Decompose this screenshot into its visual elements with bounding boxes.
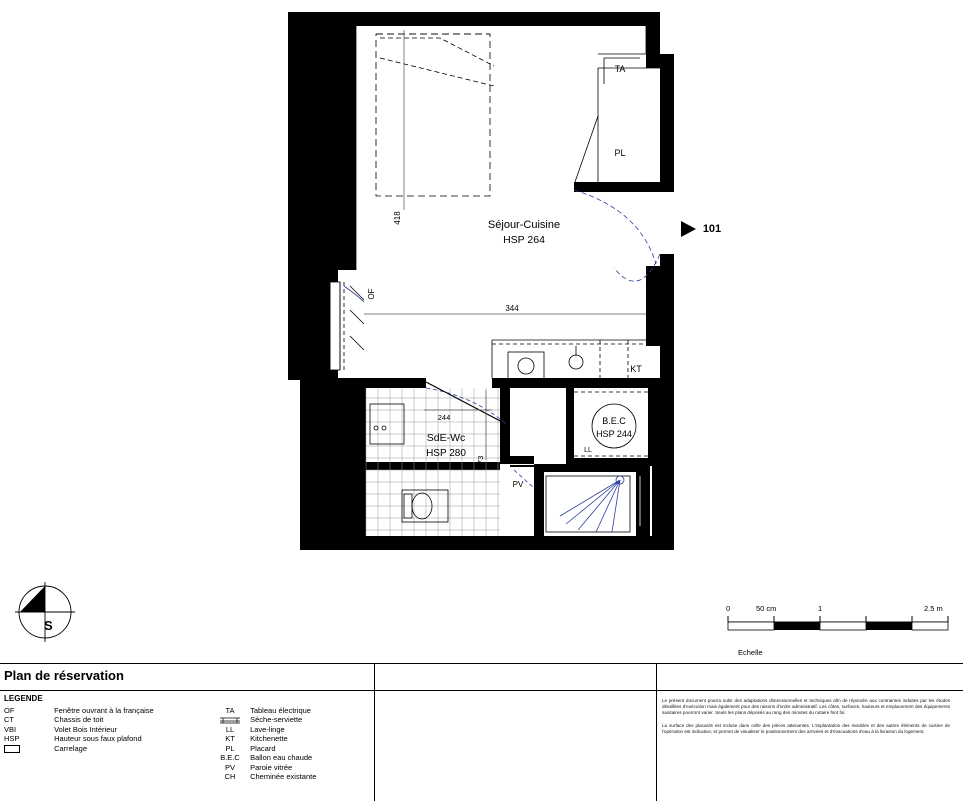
legend-item xyxy=(212,744,372,754)
legend-abbr: B.E.C xyxy=(220,753,240,762)
legend-title: LEGENDE xyxy=(4,694,43,703)
title-block-divider-1 xyxy=(374,664,375,801)
dimension-418: 418 xyxy=(393,211,402,225)
legend-item xyxy=(4,706,204,716)
legend-desc: Hauteur sous faux plafond xyxy=(54,734,142,743)
note-paragraph-2: La surface des placards est incluse dans celle des pièces attenantes. L'implantation des meubles et des autres éléments de cuisine de l'opération est indicative, et permet de visualiser le positionnement des arrivées et d'évacuations d'eau à la livraison du logement. xyxy=(662,723,950,734)
legend-desc: Placard xyxy=(250,743,276,753)
legend-item xyxy=(212,706,372,716)
legend-desc: Ballon eau chaude xyxy=(250,753,313,762)
legend xyxy=(4,694,370,781)
legend-column-right xyxy=(212,706,372,782)
compass xyxy=(8,580,98,650)
legend-item xyxy=(212,753,372,763)
scale-tick-1: 1 xyxy=(818,604,823,613)
tag-pv: PV xyxy=(512,480,524,489)
room-label-sejour: Séjour-Cuisine xyxy=(487,219,561,231)
room-hsp-sde: HSP 280 xyxy=(426,448,466,459)
legend-desc: Carrelage xyxy=(54,743,88,753)
legend-item xyxy=(212,715,372,725)
apartment-arrow-icon xyxy=(681,221,696,237)
legend-desc: Fenêtre ouvrant à la française xyxy=(54,705,154,715)
legend-column-left xyxy=(4,706,204,754)
tag-ll: LL xyxy=(584,447,592,454)
scale-caption: Echelle xyxy=(738,648,763,657)
scale-bar xyxy=(726,600,951,655)
plan-title: Plan de réservation xyxy=(4,668,124,683)
tag-pl: PL xyxy=(614,148,626,158)
legend-desc: Tableau électrique xyxy=(250,705,311,715)
scale-tick-25: 2.5 m xyxy=(924,604,943,613)
tag-of: OF xyxy=(367,288,376,300)
legend-item xyxy=(4,734,204,744)
equipment-bec-hsp: HSP 244 xyxy=(596,429,632,439)
note-paragraph-1: Le présent document pourra subir des adaptations dimensionnelles et techniques afin de répondre aux contraintes induites par les études détaillées d'exécution mais également pour des raisons d'ordre administratif. Les côtes, surfaces, hauteurs et emplacement des équipements sanitaires pourront varier. Seuls les plans déposés au rang des minutes du notaire font foi. xyxy=(662,698,950,715)
legend-item xyxy=(4,715,204,725)
title-block-header xyxy=(0,664,963,691)
legal-notes xyxy=(662,698,950,742)
dimension-173: 173 xyxy=(476,455,485,469)
legend-abbr: CT xyxy=(4,715,14,724)
equipment-bec-label: B.E.C xyxy=(602,416,626,426)
legend-desc: Paroie vitrée xyxy=(250,762,293,772)
legend-item xyxy=(212,772,372,782)
legend-desc: Lave-linge xyxy=(250,724,285,734)
legend-abbr: VBI xyxy=(4,724,17,734)
room-hsp-sejour: HSP 264 xyxy=(503,234,545,246)
legend-desc: Volet Bois Intérieur xyxy=(54,724,118,734)
legend-desc: Kitchenette xyxy=(250,734,288,743)
legend-abbr: TA xyxy=(225,705,235,715)
apartment-number: 101 xyxy=(702,223,722,235)
dimension-244: 244 xyxy=(437,413,451,422)
dimension-344: 344 xyxy=(505,304,519,313)
legend-desc: Chassis de toit xyxy=(54,715,104,724)
room-label-sde: SdE-Wc xyxy=(426,432,466,444)
legend-item xyxy=(4,725,204,735)
tag-ta: TA xyxy=(614,64,626,74)
legend-abbr: PV xyxy=(224,762,235,772)
legend-symbol-seche-serviette xyxy=(212,715,248,725)
compass-south-label: S xyxy=(44,618,53,633)
tag-kt: KT xyxy=(630,364,642,374)
walls xyxy=(288,12,674,550)
legend-item xyxy=(212,725,372,735)
legend-desc: Sèche-serviette xyxy=(250,715,303,724)
title-block-divider-2 xyxy=(656,664,657,801)
scale-tick-50: 50 cm xyxy=(756,604,777,613)
scale-tick-0: 0 xyxy=(726,604,731,613)
legend-desc: Cheminée existante xyxy=(250,772,317,781)
legend-abbr: LL xyxy=(225,724,235,734)
legend-item xyxy=(4,744,204,754)
legend-item xyxy=(212,763,372,773)
legend-abbr: HSP xyxy=(4,734,20,743)
legend-abbr: CH xyxy=(224,772,236,781)
title-block xyxy=(0,663,963,801)
legend-abbr: PL xyxy=(225,743,235,753)
legend-item xyxy=(212,734,372,744)
legend-swatch-carrelage xyxy=(4,744,52,754)
legend-abbr: OF xyxy=(4,705,15,715)
legend-abbr: KT xyxy=(225,734,235,743)
